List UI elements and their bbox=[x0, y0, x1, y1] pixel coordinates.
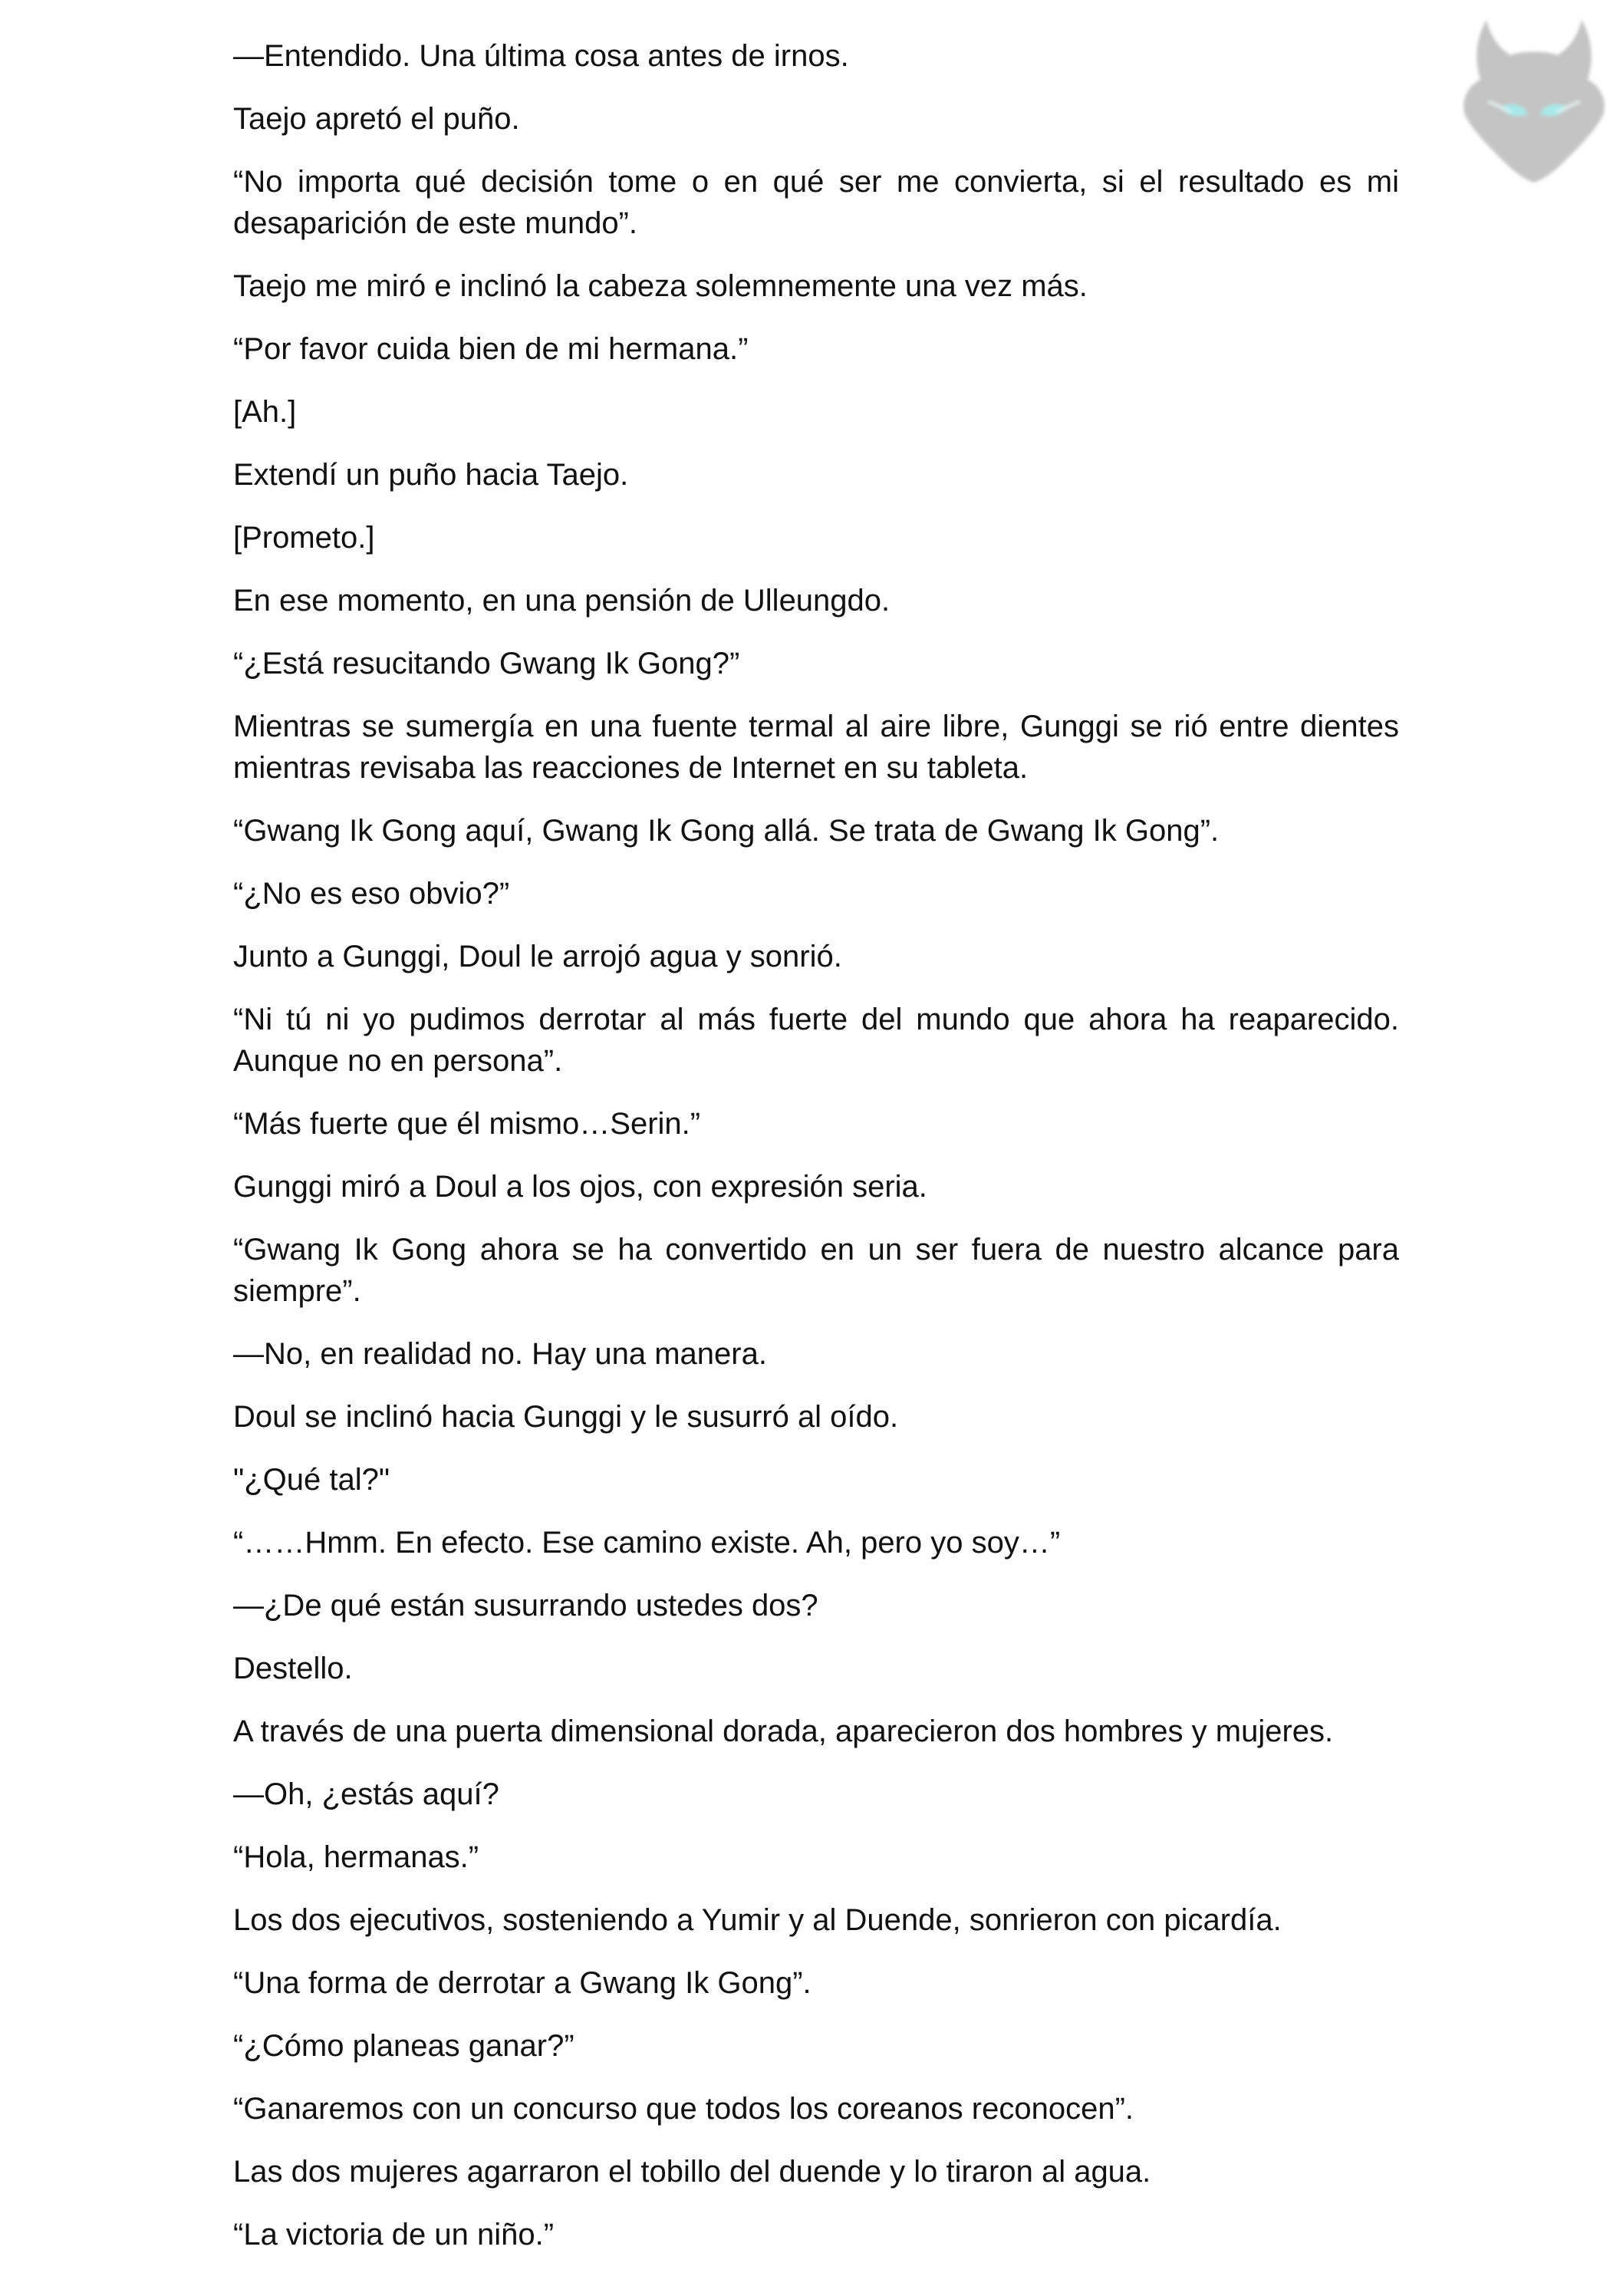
paragraph: Las dos mujeres agarraron el tobillo del duende y lo tiraron al agua. bbox=[233, 2155, 1151, 2189]
paragraph: Junto a Gunggi, Doul le arrojó agua y sonrió. bbox=[233, 940, 842, 973]
paragraph: Doul se inclinó hacia Gunggi y le susurró al oído. bbox=[233, 1400, 899, 1434]
paragraph: “Gwang Ik Gong ahora se ha convertido en un ser fuera de nuestro alcance para siempre”. bbox=[233, 1233, 1399, 1308]
paragraph: Destello. bbox=[233, 1652, 353, 1685]
paragraph: En ese momento, en una pensión de Ulleungdo. bbox=[233, 584, 891, 618]
paragraph: Extendí un puño hacia Taejo. bbox=[233, 458, 629, 492]
paragraph: [Prometo.] bbox=[233, 521, 375, 555]
paragraph: "¿Qué tal?" bbox=[233, 1463, 390, 1497]
watermark-logo-icon bbox=[1457, 15, 1611, 192]
paragraph: Mientras se sumergía en una fuente termal al aire libre, Gunggi se rió entre dientes mientras revisaba las reacciones de Internet en su tableta. bbox=[233, 710, 1399, 785]
demon-head-shape bbox=[1463, 20, 1605, 183]
paragraph: “No importa qué decisión tome o en qué ser me convierta, si el resultado es mi desaparición de este mundo”. bbox=[233, 165, 1399, 240]
paragraph: —No, en realidad no. Hay una manera. bbox=[233, 1337, 767, 1371]
paragraph: “Una forma de derrotar a Gwang Ik Gong”. bbox=[233, 1966, 812, 2000]
document-body bbox=[233, 35, 1399, 2277]
paragraph: Taejo me miró e inclinó la cabeza solemnemente una vez más. bbox=[233, 269, 1088, 303]
paragraph: “Ganaremos con un concurso que todos los coreanos reconocen”. bbox=[233, 2092, 1134, 2126]
paragraph: Gunggi miró a Doul a los ojos, con expresión seria. bbox=[233, 1170, 927, 1204]
paragraph: “¿Cómo planeas ganar?” bbox=[233, 2029, 574, 2063]
paragraph: “Por favor cuida bien de mi hermana.” bbox=[233, 332, 749, 366]
paragraph: “Gwang Ik Gong aquí, Gwang Ik Gong allá. Se trata de Gwang Ik Gong”. bbox=[233, 814, 1220, 848]
paragraph: Taejo apretó el puño. bbox=[233, 102, 520, 136]
paragraph: “Más fuerte que él mismo…Serin.” bbox=[233, 1107, 701, 1141]
paragraph: “Hola, hermanas.” bbox=[233, 1840, 479, 1874]
paragraph: A través de una puerta dimensional dorada, aparecieron dos hombres y mujeres. bbox=[233, 1715, 1334, 1748]
paragraph: “La victoria de un niño.” bbox=[233, 2218, 555, 2252]
paragraph: “Ni tú ni yo pudimos derrotar al más fuerte del mundo que ahora ha reaparecido. Aunque no en persona”. bbox=[233, 1003, 1399, 1078]
paragraph: “¿No es eso obvio?” bbox=[233, 877, 510, 911]
paragraph: [Ah.] bbox=[233, 395, 297, 429]
paragraph: Los dos ejecutivos, sosteniendo a Yumir y al Duende, sonrieron con picardía. bbox=[233, 1903, 1282, 1937]
paragraph: “¿Está resucitando Gwang Ik Gong?” bbox=[233, 647, 740, 680]
paragraph: “……Hmm. En efecto. Ese camino existe. Ah, pero yo soy…” bbox=[233, 1526, 1061, 1560]
paragraph: —¿De qué están susurrando ustedes dos? bbox=[233, 1589, 818, 1622]
paragraph: —Oh, ¿estás aquí? bbox=[233, 1777, 499, 1811]
paragraph: —Entendido. Una última cosa antes de irnos. bbox=[233, 39, 849, 73]
